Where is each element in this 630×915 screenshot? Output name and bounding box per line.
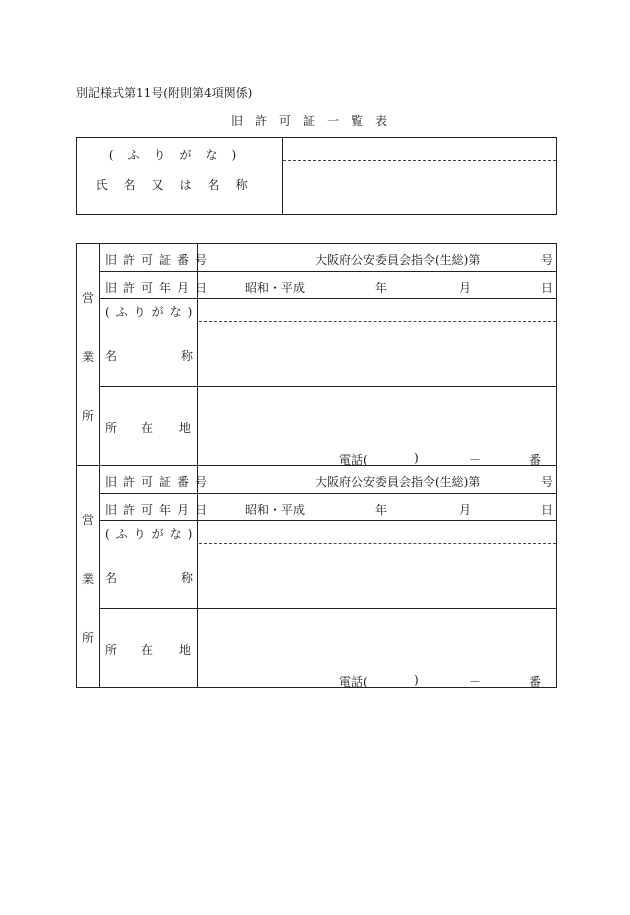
- applicant-name-label: 氏名又は名称: [95, 178, 264, 192]
- office-name-label: 名: [105, 349, 118, 363]
- office-vertical-char: 営: [81, 513, 94, 527]
- row-divider: [100, 520, 556, 521]
- office-furigana-label: (ふりがな): [105, 527, 199, 541]
- office-vertical-char: 営: [81, 291, 94, 305]
- permit-year: 年: [375, 281, 388, 295]
- permit-date-label: 旧許可年月日: [105, 503, 214, 517]
- row-divider: [100, 271, 556, 272]
- office-block-1: [76, 243, 557, 466]
- applicant-name-box: [76, 137, 557, 215]
- applicant-name-field[interactable]: [283, 162, 556, 214]
- form-number: 別記様式第11号(附則第4項関係): [76, 86, 253, 100]
- location-label: 地: [179, 421, 192, 435]
- permit-number-suffix: 号: [541, 475, 554, 489]
- phone-label: 電話(: [339, 453, 368, 467]
- permit-day: 日: [541, 503, 554, 517]
- office-furigana-field[interactable]: [199, 543, 556, 544]
- office-furigana-label: (ふりがな): [105, 305, 199, 319]
- permit-number-prefix: 大阪府公安委員会指令(生総)第: [315, 475, 481, 489]
- row-divider: [100, 298, 556, 299]
- permit-era: 昭和・平成: [245, 503, 306, 517]
- applicant-furigana-label: (ふりがな): [108, 148, 251, 162]
- phone-suffix: 番: [529, 675, 542, 689]
- row-divider: [100, 493, 556, 494]
- permit-month: 月: [459, 281, 472, 295]
- applicant-name-label-cell: [77, 138, 283, 214]
- phone-dash: －: [469, 453, 482, 467]
- phone-label: 電話(: [339, 675, 368, 689]
- row-divider: [100, 608, 556, 609]
- phone-dash: －: [469, 675, 482, 689]
- office-vertical-char: 所: [81, 631, 94, 645]
- permit-year: 年: [375, 503, 388, 517]
- office-block-2: [76, 465, 557, 688]
- row-divider: [100, 386, 556, 387]
- permit-number-prefix: 大阪府公安委員会指令(生総)第: [315, 253, 481, 267]
- location-label: 在: [141, 643, 154, 657]
- permit-number-label: 旧許可証番号: [105, 475, 214, 489]
- office-vertical-char: 所: [81, 409, 94, 423]
- applicant-furigana-field[interactable]: [283, 160, 556, 161]
- permit-number-label: 旧許可証番号: [105, 253, 214, 267]
- phone-close: ): [414, 673, 419, 687]
- location-label: 所: [105, 643, 118, 657]
- location-label: 在: [141, 421, 154, 435]
- permit-month: 月: [459, 503, 472, 517]
- office-name-label: 称: [181, 571, 194, 585]
- phone-suffix: 番: [529, 453, 542, 467]
- office-vertical-label-2: [77, 466, 100, 687]
- office-furigana-field[interactable]: [199, 321, 556, 322]
- office-name-label: 称: [181, 349, 194, 363]
- phone-close: ): [414, 451, 419, 465]
- location-label: 地: [179, 643, 192, 657]
- permit-number-suffix: 号: [541, 253, 554, 267]
- permit-era: 昭和・平成: [245, 281, 306, 295]
- office-vertical-char: 業: [81, 572, 94, 586]
- document-title: 旧許可証一覧表: [230, 114, 399, 128]
- permit-day: 日: [541, 281, 554, 295]
- permit-date-label: 旧許可年月日: [105, 281, 214, 295]
- office-vertical-label-1: [77, 244, 100, 465]
- office-name-label: 名: [105, 571, 118, 585]
- location-label: 所: [105, 421, 118, 435]
- office-vertical-char: 業: [81, 350, 94, 364]
